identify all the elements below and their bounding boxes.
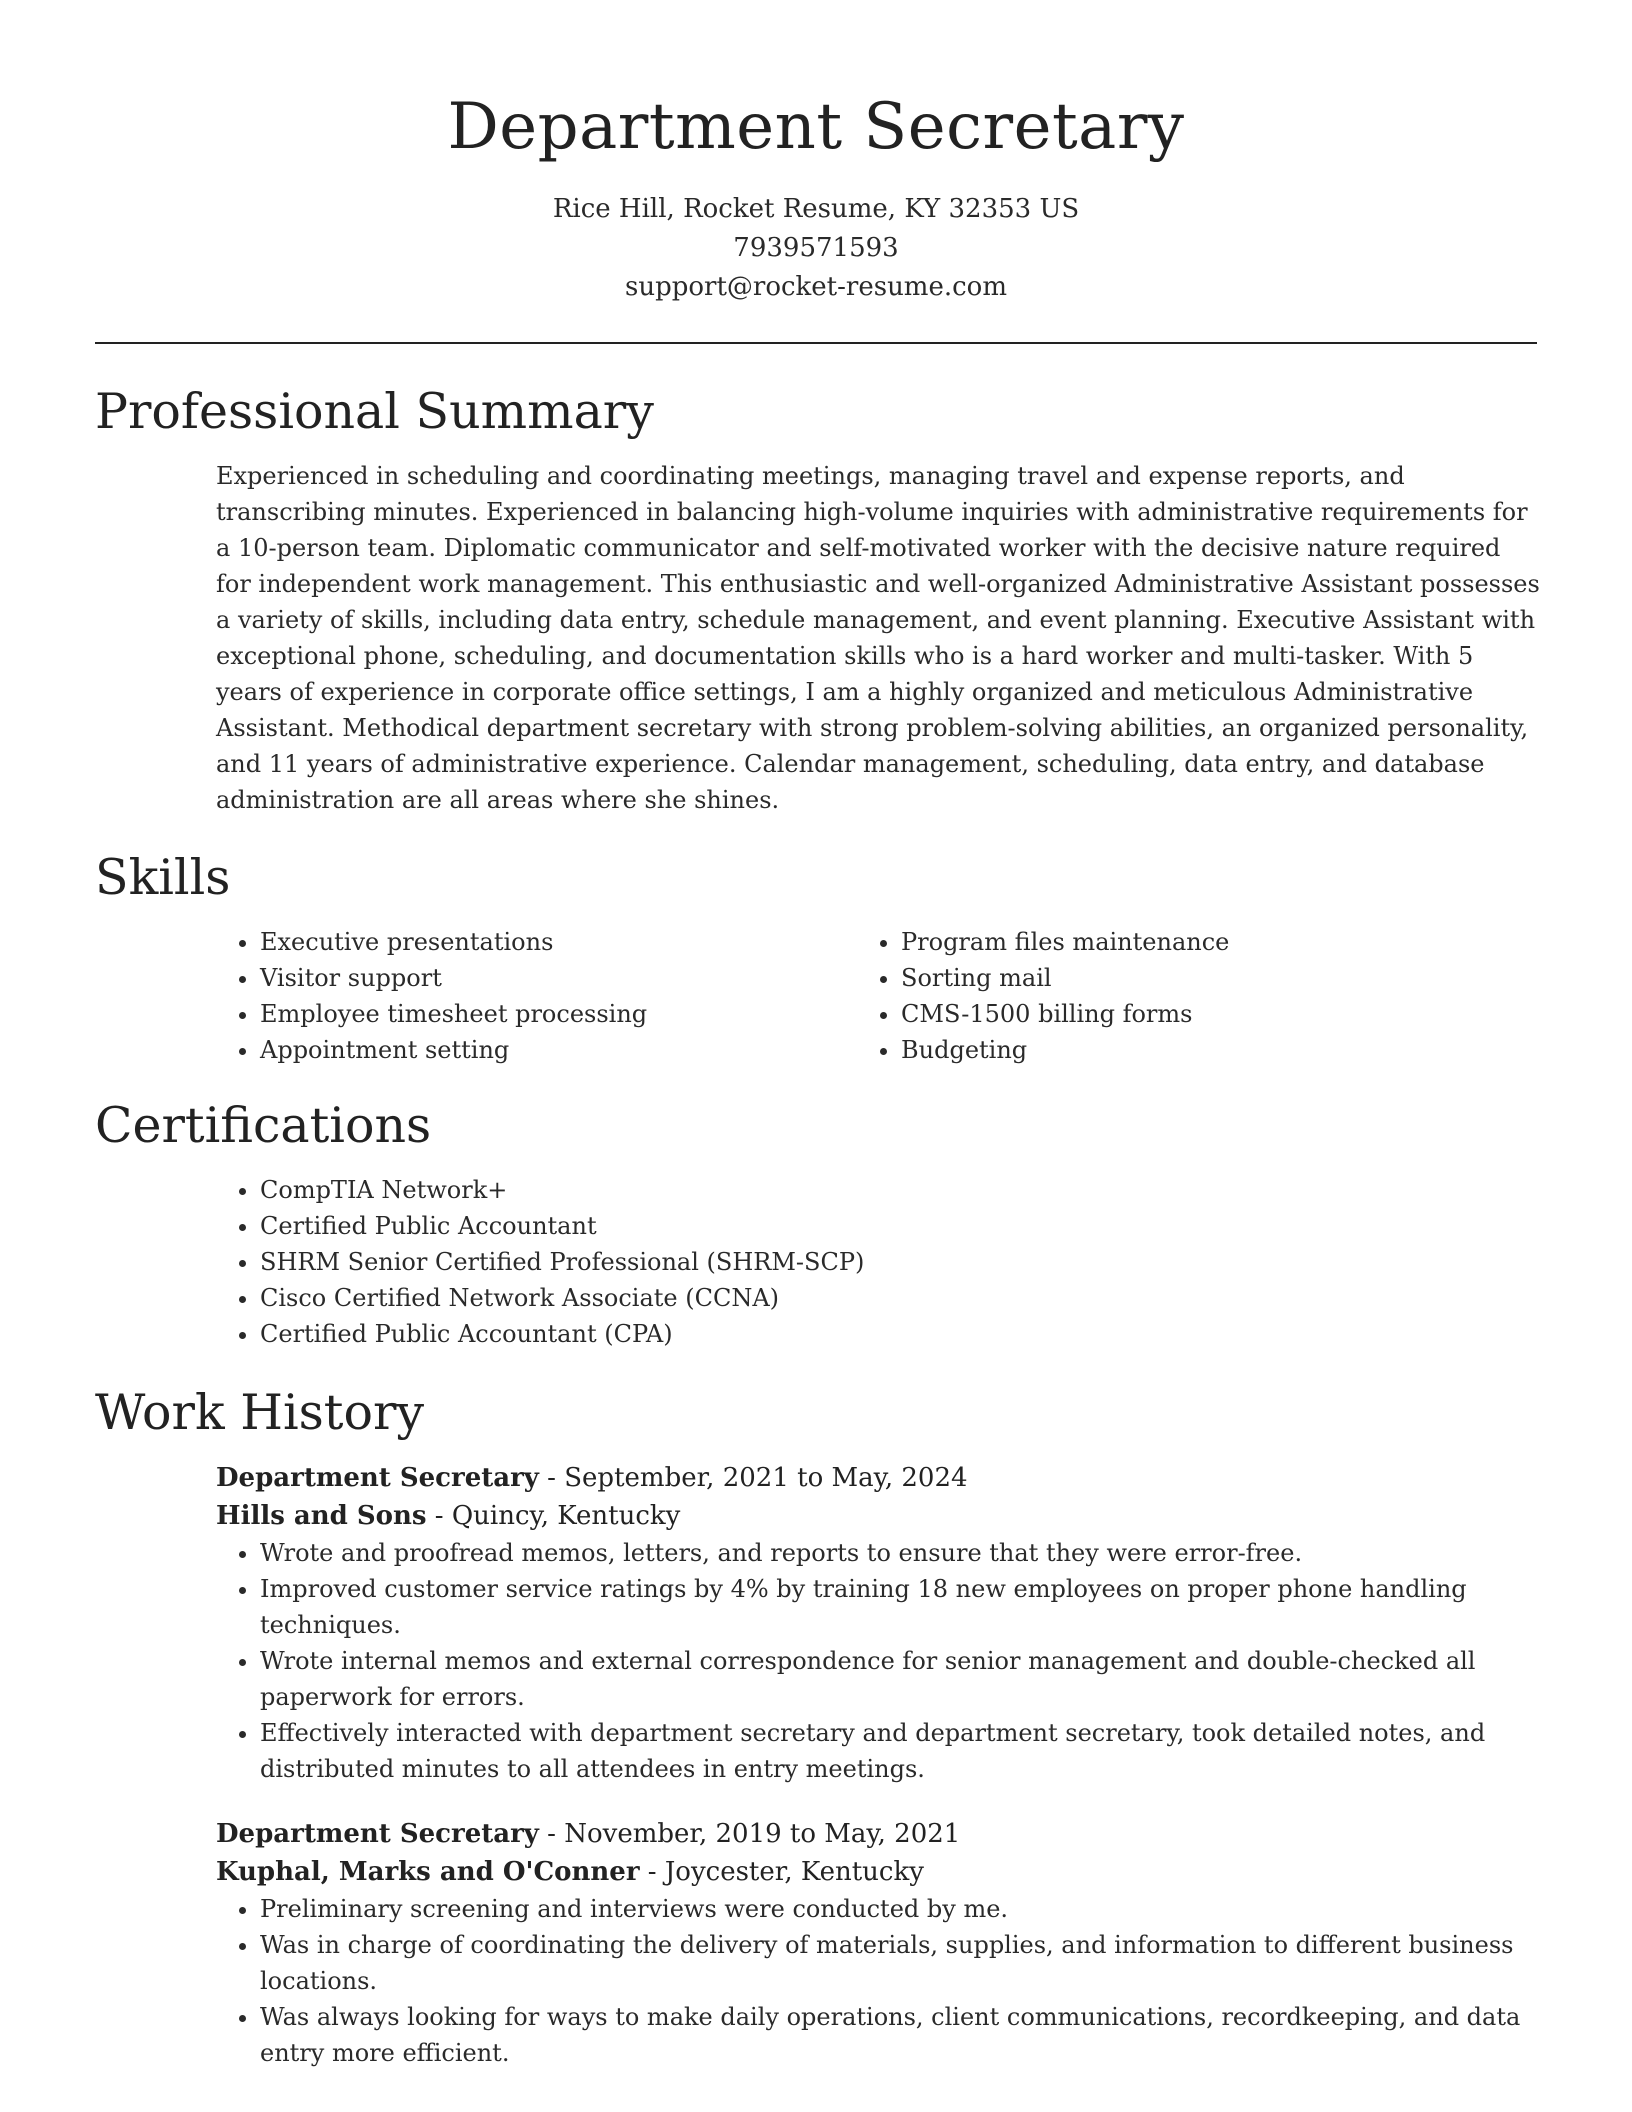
skill-item: • Budgeting [901,1032,1551,1068]
skill-item: • CMS-1500 billing forms [901,996,1551,1032]
skills-grid [0,924,1632,1068]
skill-item: • Executive presentations [260,924,910,960]
job-company-line [216,1853,1632,1891]
certifications-title: Certifications [95,1097,432,1154]
skills-list-right [901,924,1551,1068]
skill-item: • Employee timesheet processing [260,996,910,1032]
job-role: Department Secretary [216,1819,539,1849]
skill-item: • Program files maintenance [901,924,1551,960]
job-company: Kuphal, Marks and O'Conner [216,1857,640,1887]
certifications-section [0,1096,1632,1352]
summary-title: Professional Summary [95,383,654,440]
job-separator: - [426,1501,452,1531]
contact-block [0,190,1632,307]
work-history-section [0,1383,1632,2071]
resume-header [0,0,1632,307]
job-entry [0,1459,1632,1787]
job-company-line [216,1497,1632,1535]
job-bullet: • Was in charge of coordinating the delivery of materials, supplies, and information to different business locations. [260,1927,1542,1999]
job-location: Joycester, Kentucky [664,1857,924,1887]
job-title-line [216,1459,1632,1497]
summary-text: Experienced in scheduling and coordinating meetings, managing travel and expense reports, and transcribing minutes. Experienced in balancing high-volume inquiries with administrative requirements for a 10-person team. Diplomatic communicator and self-motivated worker with the decisive nature required for independent work management. This enthusiastic and well-organized Administrative Assistant possesses a variety of skills, including data entry, schedule management, and event planning. Executive Assistant with exceptional phone, scheduling, and documentation skills who is a hard worker and multi-tasker. With 5 years of experience in corporate office settings, I am a highly organized and meticulous Administrative Assistant. Methodical department secretary with strong problem-solving abilities, an organized personality, and 11 years of administrative experience. Calendar management, scheduling, data entry, and database administration are all areas where she shines. [216,462,1540,814]
header-divider [95,342,1537,344]
job-entry [0,1815,1632,2071]
job-bullet: • Preliminary screening and interviews were conducted by me. [260,1891,1542,1927]
contact-address: Rice Hill, Rocket Resume, KY 32353 US [552,194,1080,224]
job-bullet: • Wrote internal memos and external correspondence for senior management and double-checked all paperwork for errors. [260,1643,1542,1715]
contact-phone: 7939571593 [733,233,899,263]
work-history-title: Work History [95,1384,425,1441]
candidate-name: Department Secretary [447,90,1185,164]
certification-item: • Certified Public Accountant (CPA) [260,1316,1542,1352]
job-bullet: • Was always looking for ways to make daily operations, client communications, recordkeeping, and data entry more efficient. [260,1999,1542,2071]
certification-item: • Cisco Certified Network Associate (CCNA) [260,1280,1542,1316]
skill-item: • Visitor support [260,960,910,996]
job-dates: November, 2019 to May, 2021 [564,1819,961,1849]
job-separator: - [538,1819,565,1849]
skills-section [0,848,1632,1068]
job-separator: - [639,1857,665,1887]
job-location: Quincy, Kentucky [451,1501,681,1531]
job-bullet: • Effectively interacted with department secretary and department secretary, took detailed notes, and distributed minutes to all attendees in entry meetings. [260,1715,1542,1787]
job-bullet: • Wrote and proofread memos, letters, and reports to ensure that they were error-free. [260,1535,1542,1571]
job-title-line [216,1815,1632,1853]
certifications-list [0,1172,1632,1352]
contact-email: support@rocket-resume.com [624,272,1007,302]
certification-item: • SHRM Senior Certified Professional (SHRM-SCP) [260,1244,1542,1280]
job-bullets [216,1891,1632,2071]
certification-item: • CompTIA Network+ [260,1172,1542,1208]
job-bullets [216,1535,1632,1787]
summary-section [0,382,1632,818]
job-bullet: • Improved customer service ratings by 4% by training 18 new employees on proper phone handling techniques. [260,1571,1542,1643]
skill-item: • Sorting mail [901,960,1551,996]
skills-list-left [0,924,910,1068]
skills-title: Skills [95,849,231,906]
certification-item: • Certified Public Accountant [260,1208,1542,1244]
skill-item: • Appointment setting [260,1032,910,1068]
job-separator: - [538,1463,565,1493]
job-dates: September, 2021 to May, 2024 [564,1463,968,1493]
job-role: Department Secretary [216,1463,539,1493]
job-company: Hills and Sons [216,1501,427,1531]
